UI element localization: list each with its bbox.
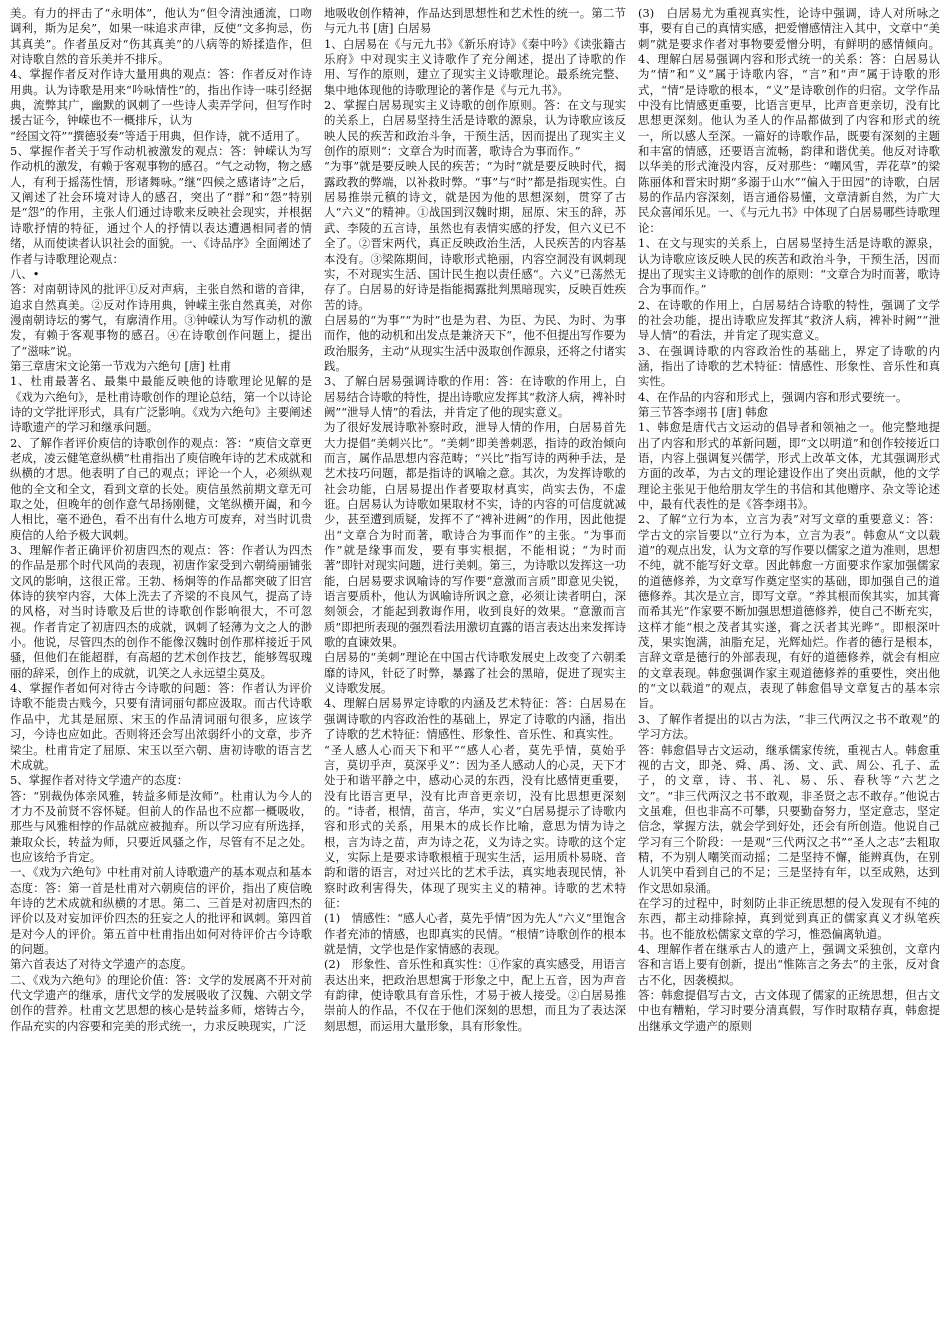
text-column-right	[638, 6, 940, 1340]
paragraph: 1、杜甫最著名、最集中最能反映他的诗歌理论见解的是《戏为六绝句》，是杜甫诗歌创作的理论总结，第一个以诗论诗的文学批评形式，具有广泛影响。《戏为六绝句》主要阐述诗歌遗产的学习和继承问题。	[10, 374, 312, 435]
paragraph: 第三章唐宋文论第一节戏为六绝句 [唐] 杜甫	[10, 358, 232, 373]
paragraph: 八、•	[10, 266, 40, 281]
paragraph: 二、《戏为六绝句》的理论价值：答：文学的发展离不开对前代文学遗产的继承，唐代文学的发展吸收了汉魏、六朝文学创作的营养。杜甫文艺思想的核心是转益多师，熔铸古今，作品充实的内容要和完美的形式统一，力求反映现实，广泛	[10, 972, 312, 1033]
paragraph: “圣人感人心而天下和平”“感人心者，莫先乎情，莫始乎言，莫切乎声，莫深乎义”：因为圣人感动人的心灵，天下才处于和谐平静之中，感动心灵的东西，没有比感情更重要，没有比语言更早，没有比声音更亲切，没有比思想更深刻的。“诗者，根情，苗言，华声，实义”白居易提示了诗歌内容和形式的关系，用果木的成长作比喻，意思为情为诗之根，言为诗之苗，声为诗之花，义为诗之实。诗歌的这个定义，实际上是要求诗歌根植于现实生活，运用质朴易晓、音韵和谐的语言，对过兴比的艺术手法，真实地表现民情，补察时政利害得失，体现了现实主义的精神。诗歌的艺术特征：	[324, 742, 626, 910]
paragraph: 一、《戏为六绝句》中杜甫对前人诗歌遗产的基本观点和基本态度：答：第一首是杜甫对六朝庾信的评价，指出了庾信晚年诗的艺术成就和纵横的才思。第二、三首是对初唐四杰的评价以及对妄加评价四杰的狂妄之人的批评和讽刺。第四首是对今人的评价。第五首中杜甫指出如何对待评价古今诗歌的问题。	[10, 865, 312, 956]
paragraph: 白居易的“为事”“为时”也是为君、为臣、为民、为时、为事而作，他的动机和出发点是兼济天下“，他不但提出写作要为政治服务，主动“从现实生活中汲取创作源泉，还将之付诸实践。	[324, 312, 626, 373]
paragraph: 美。有力的抨击了“永明体”，他认为“但令清浊通流，口吻调利，斯为足矣”，如果一味追求声律，反使“文多拘忌，伤其真美”。作者虽反对“伤其真美”的八病等的矫揉造作，但对诗歌自然的音乐美并不排斥。	[10, 6, 312, 67]
paragraph: 第六首表达了对待文学遗产的态度。	[10, 957, 193, 972]
paragraph: 3、了解作者提出的以古为法，“非三代两汉之书不敢观”的学习方法。	[638, 711, 940, 742]
paragraph: 1、韩愈是唐代古文运动的倡导者和领袖之一。他完整地提出了内容和形式的革新问题，即“文以明道”和创作较接近口语，内容上强调复兴儒学，形式上改革文体，尤其强调形式方面的改革，为古文的理论建设作出了突出贡献，他的文学理论主张见于他给朋友学生的书信和其他赠序、杂文等论述中，最有代表性的是《答李翊书》。	[638, 420, 940, 511]
paragraph: “经国文符”“撰德驳奏”等适于用典，但作诗，就不适用了。	[10, 128, 307, 143]
paragraph: 答：“别裁伪体亲风雅，转益多师是汝师”。杜甫认为今人的才力不及前贤不容怀疑。但前人的作品也不应都一概吸收，那些与风雅相悖的作品就应被抛弃。所以学习应有所选择，兼取众长，转益为师，只要近风骚之作，尽管有不足之处。也应该给予肯定。	[10, 788, 312, 864]
paragraph: 第三节答李翊书 [唐] 韩愈	[638, 404, 769, 419]
paragraph: 4、理解白居易界定诗歌的内涵及艺术特征：答：白居易在强调诗歌的内容政治性的基础上，界定了诗歌的内涵，指出了诗歌的艺术特征：情感性、形象性、音乐性、和真实性。	[324, 696, 626, 742]
paragraph: 在学习的过程中，时刻防止非正统思想的侵入发现有不纯的东西，都主动排除掉，真到觉到真正的儒家真义才纵笔疾书。也不能放松儒家文章的学习，惟恐偏离轨道。	[638, 895, 940, 941]
paragraph: 2、了解作者评价庾信的诗歌创作的观点：答：“庾信文章更老成，凌云健笔意纵横”杜甫指出了庾信晚年诗的艺术成就和纵横的才思。他表明了自己的观点；评论一个人，必须纵观他的全文和全文，看到文章的长处。庾信虽然前期文章无可取之处，但晚年的创作意气昂扬刚健，文笔纵横开阖，和今人相比，毫不逊色，看不出有什么地方可废弃，对当时讥贵庾信的人给予极大讽刺。	[10, 435, 312, 542]
paragraph: 地吸收创作精神，作品达到思想性和艺术性的统一。第二节与元九书 [唐] 白居易	[324, 6, 626, 36]
paragraph: 5、掌握作者关于写作动机被激发的观点：答：钟嵘认为写作动机的激发，有赖于客观事物的感召。“气之动物，物之感人，有利于摇荡性情，形诸舞咏。”继“四候之感诸诗”之后，又阐述了社会环境对诗人的感召，突出了“群”和“怨”特别是“怨”的作用，主张人们通过诗歌来反映社会现实，并根据诗歌抒情的特征，通过个人的抒情以表达遭遇相同者的情绪，从而使读者认识社会的面貌。一、《诗品序》全面阐述了作者与诗歌理论观点：	[10, 144, 312, 266]
paragraph: (1) 情感性：“感人心者，莫先乎情”因为先人“六义”里饱含作者充沛的情感，也即真实的民情。“根情”诗歌创作的根本就是情，文学也是作家情感的表现。	[324, 911, 626, 956]
paragraph: 3、了解白居易强调诗歌的作用：答：在诗歌的作用上，白居易结合诗歌的特性，提出诗歌应发挥其“救济人病，裨补时阙”“泄导人情”的看法，并肯定了他的现实意义。	[324, 374, 626, 419]
text-column-middle	[324, 6, 626, 1340]
paragraph: 白居易的“美刺”理论在中国古代诗歌发展史上改变了六朝柔靡的诗风，针砭了时弊，暴露了社会的黑暗，促进了现实主义诗歌发展。	[324, 650, 626, 696]
paragraph: 2、掌握白居易现实主义诗歌的创作原则。答：在文与现实的关系上，白居易坚持生活是诗歌的源泉，认为诗歌应该反映人民的疾苦和政治斗争，干预生活，因而提出了现实主义创作的原则“：文章合为时而著，歌诗合为事而作。”	[324, 98, 626, 159]
paragraph: 1、白居易在《与元九书》《新乐府诗》《秦中吟》《读张籍古乐府》中对现实主义诗歌作了充分阐述，提出了诗歌的作用、写作的原则，建立了现实主义诗歌理论。最系统完整、集中地体现他的诗歌理论的著作是《与元九书》。	[324, 36, 626, 97]
paragraph: (2) 形象性、音乐性和真实性：①作家的真实感受，用语言表达出来，把政治思想寓于形象之中，配上五音，因为声音有韵律，使诗歌具有音乐性，才易于被人接受。②白居易推崇前人的作品，不仅在于他们深刻的思想，而且为了表达深刻思想，而运用大量形象，具有形象性。	[324, 957, 626, 1033]
paragraph: 答：对南朝诗风的批评①反对声病，主张自然和谐的音律，追求自然真美。②反对作诗用典，钟嵘主张自然真美，对你漫南朝诗坛的雾气，有廓清作用。③钟嵘认为写作动机的激发，有赖于客观事物的感召。④在诗歌创作问题上，提出了“滋味”说。	[10, 282, 312, 358]
paragraph: 为了很好发展诗歌补察时政，泄导人情的作用，白居易首先大力提倡“美刺兴比”。“美刺”即美善刺恶，指诗的政治倾向而言，属作品思想内容范畴；“兴比”指写诗的两种手法，是艺术技巧问题，都是指诗的讽喻之意。其次，为发挥诗歌的社会功能，白居易提出作者要取材真实，尚实去伪，不虚诳。白居易认为诗歌如果取材不实，诗的内容的可信度就减少，甚至遭到质疑，发挥不了“裨补进阙”的作用，因此他提出“文章合为时而著，歌诗合为事而作”的主张。“为事而作”就是缘事而发，要有事实根据，不能相说；“为时而著”即针对现实问题，进行美刺。第三，为诗歌以发挥这一功能，白居易要求讽喻诗的写作要“意激而言质”即意见尖锐，语言要质朴，他认为讽喻诗所讽之意，必须让读者明白，深刻领会，才能起到教诲作用，收到良好的效果。“意激而言质”即把所表现的强烈看法用激切直露的语言表达出来发挥诗歌的直谏效果。	[324, 420, 626, 650]
paragraph: 3、理解作者正确评价初唐四杰的观点：答：作者认为四杰的作品是那个时代风尚的表现，初唐作家受到六朝绮丽铺张文风的影响，这很正常。王勃、杨炯等的作品都突破了旧宫体诗的狭窄内容，大体上洗去了齐梁的不良风气，提高了诗的风格，对当时诗歌及后世的诗歌创作影响很大，不可忽视。作者肯定了初唐四杰的成就，讽刺了轻薄为文之人的渺小。他说，尽管四杰的创作不能像汉魏时创作那样接近于风骚，但他们在能超群，有高超的艺术创作技艺，能够驾驭瑰丽的辞采，创作上的成就，讥笑之人永远望尘莫及。	[10, 543, 312, 680]
paragraph: (3) 白居易尤为重视真实性，论诗中强调，诗人对所咏之事，要有自己的真情实感，把爱憎感情注入其中，文章中“美刺”就是要求作者对事物要爱憎分明，有鲜明的感情倾向。4、理解白居易强调内容和形式统一的关系：答：白居易认为“情”和“义”属于诗歌内容，“言”和“声”属于诗歌的形式，“情”是诗歌的根本，“义”是诗歌创作的归宿。文学作品中没有比情感更重要，比语言更早，比声音更亲切，没有比思想更深刻。他认为圣人的作品都做到了内容和形式的统一，所以感人至深。一篇好的诗歌作品，既要有深刻的主题和丰富的情感，还要语言流畅，韵律和谐优美。他反对诗歌以华美的形式淹没内容，反对那些：“嘲风雪，弄花草”的梁陈丽体和晋宋时期“多溺于山水”“偏入于田园”的诗歌，白居易的作品内容深刻，语言通俗易懂，文章清新自然，为广大民众喜闻乐见。一、《与元九书》中体现了白居易哪些诗歌理论：	[638, 6, 940, 235]
paragraph: 3、在强调诗歌的内容政治性的基础上，界定了诗歌的内涵，指出了诗歌的艺术特征：情感性、形象性、音乐性和真实性。	[638, 343, 940, 389]
paragraph: 4、在作品的内容和形式上，强调内容和形式要统一。	[638, 389, 908, 404]
paragraph: “为事”就是要反映人民的疾苦；“为时”就是要反映时代，揭露政教的弊端，以补救时弊。“事”与“时”都是指现实性。白居易推崇元稹的诗文，就是因为他的思想深刻，贯穿了古人“六义”的精神。①战国到汉魏时期，屈原、宋玉的辞，苏武、李陵的五言诗，虽然也有表情实感的抒发，但六义已不全了。②晋宋两代，真正反映政治生活，人民疾苦的内容基本没有。③梁陈期间，诗歌形式艳丽，内容空洞没有讽刺现实，不对现实生活、国计民生抱以责任感“。六义”已荡然无存了。白居易的好诗是指能揭露批判黑暗现实，反映百姓疾苦的诗。	[324, 159, 626, 312]
paragraph: 4、理解作者在继承古人的遗产上，强调文采独创，文章内容和言语上要有创新，提出“惟陈言之务去”的主张，反对食古不化，因袭模拟。	[638, 941, 940, 987]
paragraph: 4、掌握作者如何对待古今诗歌的问题：答：作者认为评价诗歌不能贵古贱今，只要有清词丽句都应汲取。而古代诗歌作品中，尤其是屈原、宋玉的作品清词丽句很多，应该学习，今诗也应如此。否则将还会写出浓弱纤小的文章，步齐梁尘。杜甫肯定了屈原、宋玉以至六朝、唐初诗歌的语言艺术成就。	[10, 681, 312, 772]
paragraph: 答：韩愈倡导古文运动，继承儒家传统，重视古人。韩愈重视的古文，即尧、舜、禹、汤、文、武、周公、孔子、孟子，的文章，诗、书、礼、易、乐、春秋等“六艺之文”。“非三代两汉之书不敢观，非圣贤之志不敢存。”他说古文虽难，但也非高不可攀，只要勤奋努力，坚定意志，坚定信念，掌握方法，就会学到好处，还会有所创造。他说自己学习有三个阶段：一是观“三代两汉之书”“圣人之志”去粗取精，不为别人嘲笑而动摇；二是坚持不懈，能辨真伪，在别人讥笑中看到自己的不足；三是坚持有年，以至成熟，达到作文思如泉涌。	[638, 742, 940, 895]
text-column-left	[10, 6, 312, 1340]
paragraph: 1、在文与现实的关系上，白居易坚持生活是诗歌的源泉，认为诗歌应该反映人民的疾苦和政治斗争，干预生活，因而提出了现实主义诗歌的创作的原则：“文章合为时而著，歌诗合为事而作。”	[638, 236, 940, 297]
paragraph: 2、了解“立行为本，立言为表”对写文章的重要意义：答：学古文的宗旨要以“立行为本，立言为表”。韩愈从“文以载道”的观点出发，认为文章的写作要以儒家之道为准则，思想不纯，就不能写好文章。因此韩愈一方面要求作家加强儒家的道德修养，为文章写作奠定坚实的基础，即加强自己的道德修养。其次是立言，即写文章。“养其根而俟其实，加其膏而希其光”作家要不断加强思想道德修养，使自己不断充实，这样才能“根之茂者其实遂，膏之沃者其光晔”。即根深叶茂，果实饱满，油脂充足，光辉灿烂。作者的德行是根本，言辞文章是德行的外部表现，有好的道德修养，就会有相应的文章表现。韩愈强调作家主观道德修养的重要性，突出他的“文以载道”的观点，表现了韩愈倡导文章复古的基本宗旨。	[638, 512, 940, 711]
paragraph: 答：韩愈提倡写古文，古文体现了儒家的正统思想，但古文中也有糟粕，学习时要分清真假，写作时取精存真，韩愈提出继承文学遗产的原则	[638, 988, 940, 1033]
paragraph: 2、在诗歌的作用上，白居易结合诗歌的特性，强调了文学的社会功能，提出诗歌应发挥其“救济人病，裨补时阙”“泄导人情”的看法，并肯定了现实意义。	[638, 297, 940, 343]
paragraph: 5、掌握作者对待文学遗产的态度：	[10, 773, 189, 788]
paragraph: 4、掌握作者反对作诗大量用典的观点：答：作者反对作诗用典。认为诗歌是用来“吟咏情性”的，指出作诗一味引经据典，流弊其广，幽默的讽刺了一些诗人卖弄学问，但写作时援古证今，钟嵘也不一概排斥，认为	[10, 67, 312, 128]
